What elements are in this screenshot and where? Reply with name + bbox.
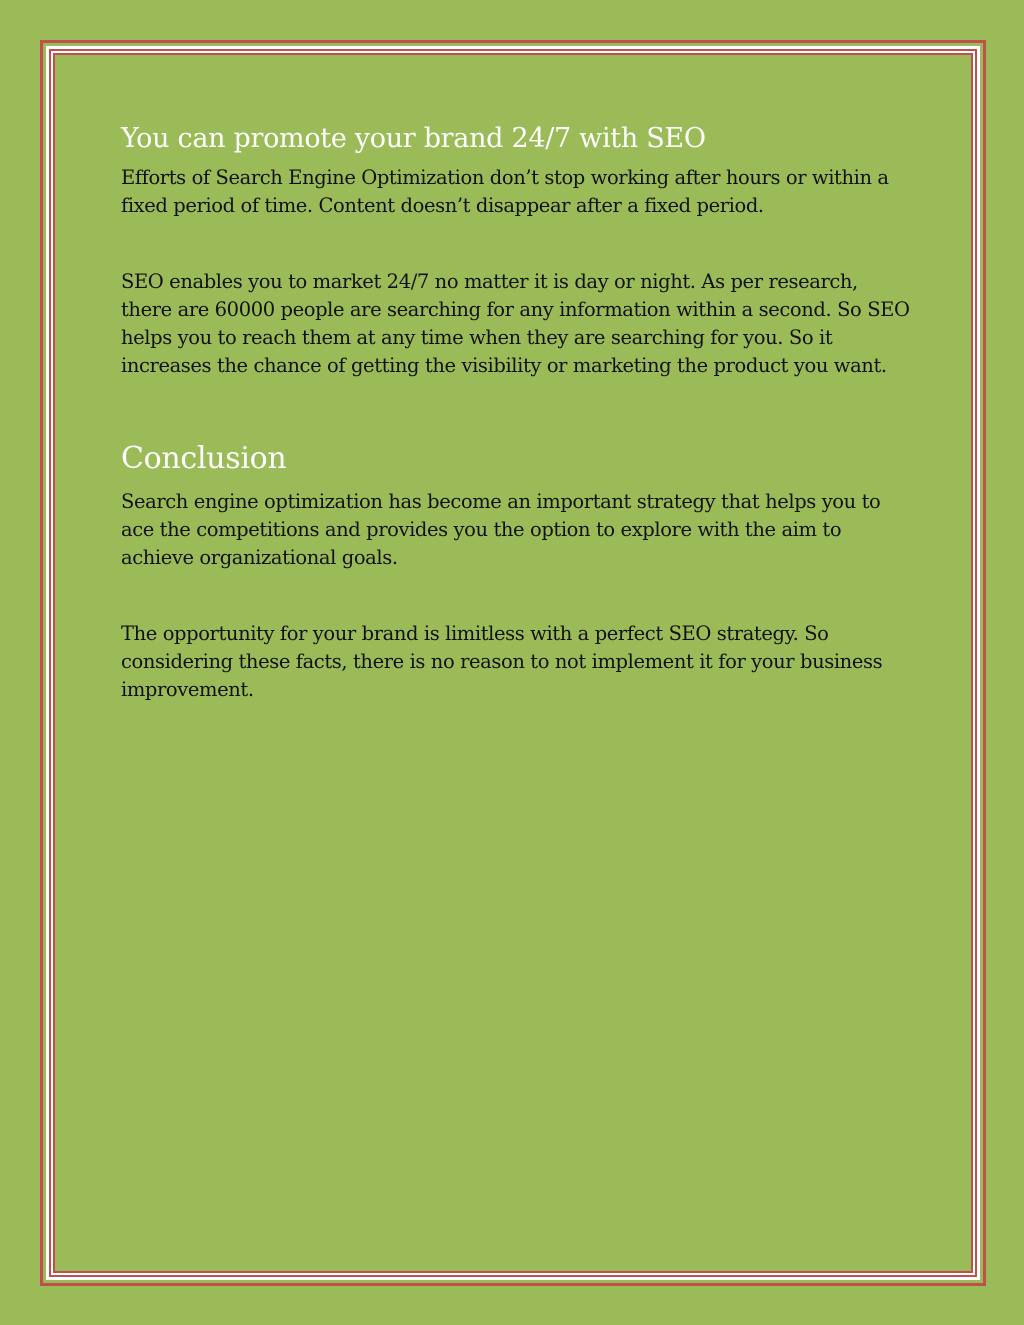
paragraph-efforts: Efforts of Search Engine Optimization don’t stop working after hours or within a fixed period of time. Content doesn’t disappear after a fixed period. [121,166,889,217]
paragraph-market-24-7: SEO enables you to market 24/7 no matter it is day or night. As per research, there are 60000 people are searching for any information within a second. So SEO helps you to reach them at any time when they are searching for you. So it increases the chance of getting the visibility or marketing the product you want. [121,270,910,377]
document-body [121,120,911,704]
section-heading-seo-24-7: You can promote your brand 24/7 with SEO [121,123,706,154]
paragraph-conclusion-opportunity: The opportunity for your brand is limitless with a perfect SEO strategy. So considering these facts, there is no reason to not implement it for your business improvement. [121,622,883,701]
paragraph-conclusion-strategy: Search engine optimization has become an important strategy that helps you to ace the competitions and provides you the option to explore with the aim to achieve organizational goals. [121,490,881,569]
section-heading-conclusion: Conclusion [121,441,287,476]
